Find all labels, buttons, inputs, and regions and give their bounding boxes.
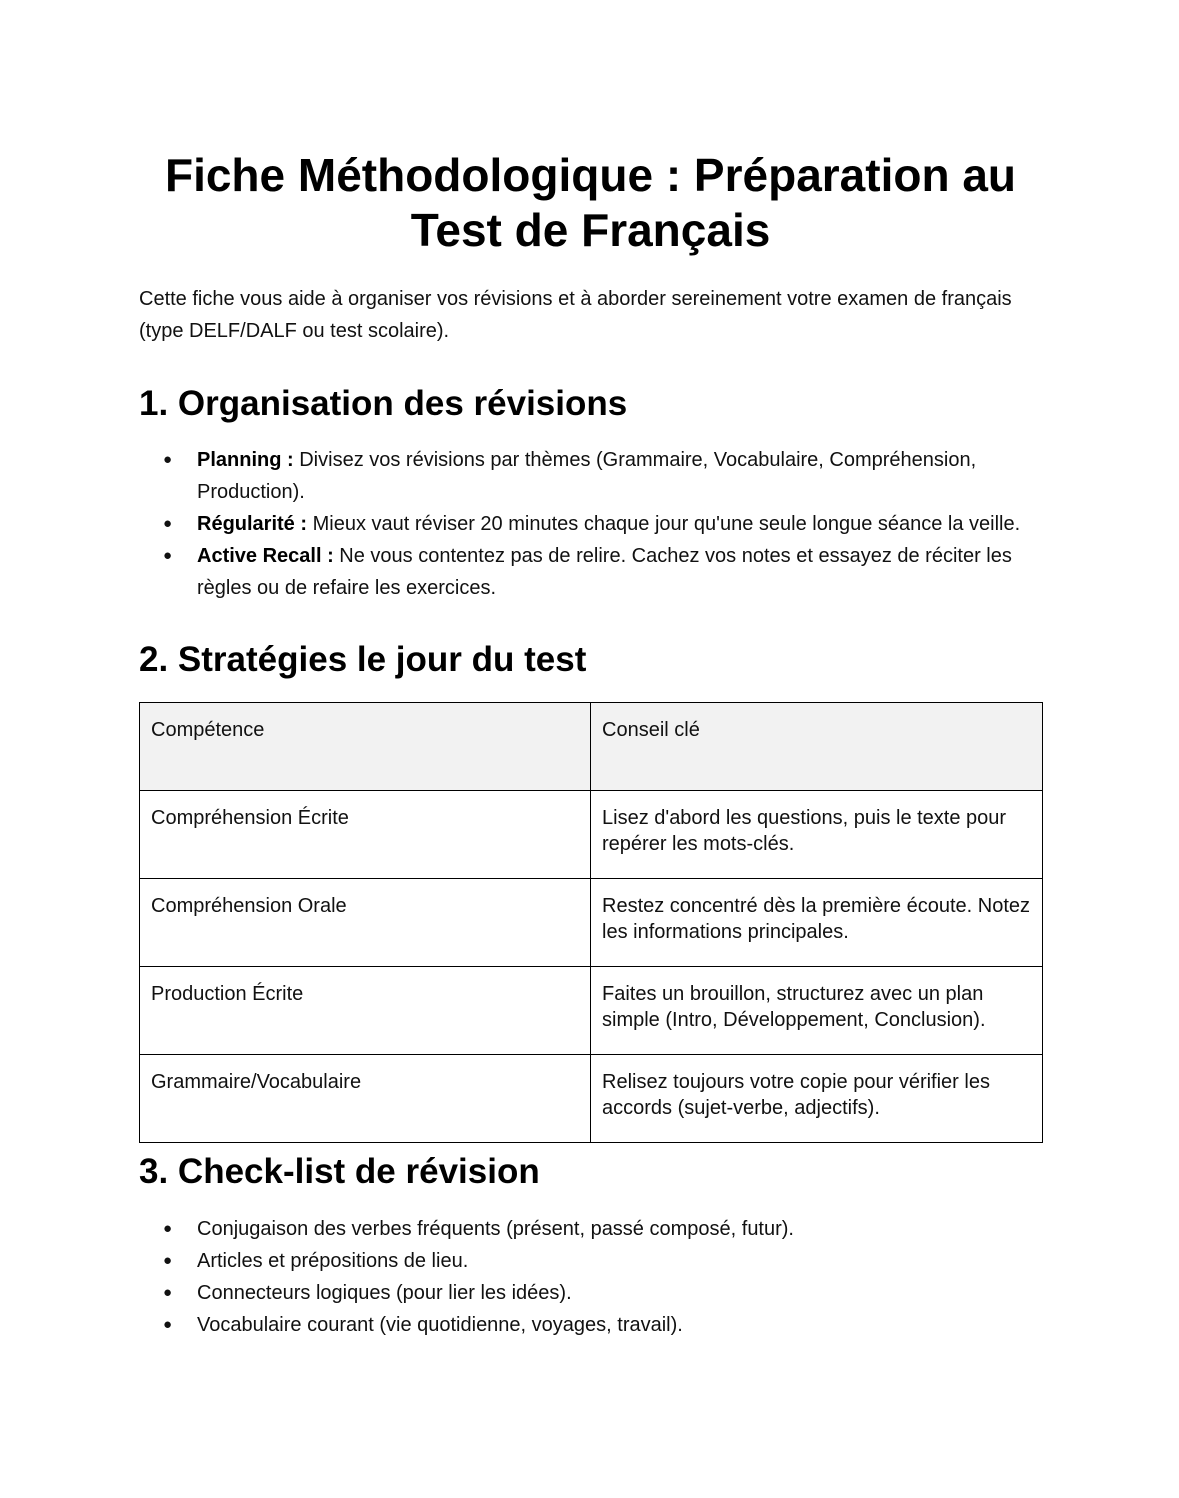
section-heading-strategies: 2. Stratégies le jour du test [139,640,587,679]
table-cell-conseil: Faites un brouillon, structurez avec un plan simple (Intro, Développement, Conclusion). [591,967,1043,1055]
list-item-text: Mieux vaut réviser 20 minutes chaque jour qu'une seule longue séance la veille. [312,513,1021,535]
document-title: Fiche Méthodologique : Préparation au Test de Français [164,149,1017,256]
table-cell-conseil: Lisez d'abord les questions, puis le texte pour repérer les mots-clés. [591,791,1043,879]
bullet-icon: ● [163,1252,173,1269]
checklist [139,1213,1042,1341]
bullet-icon: ● [163,451,173,468]
list-item [139,1309,1042,1341]
bullet-icon: ● [163,1220,173,1237]
list-item-text: Conjugaison des verbes fréquents (présent, passé composé, futur). [197,1218,794,1240]
bullet-icon: ● [163,547,173,564]
list-item-label: Active Recall : [197,545,334,567]
table-cell-competence: Compréhension Écrite [140,791,591,879]
table-row [140,791,1043,879]
table-row [140,1055,1043,1143]
list-item-text: Articles et prépositions de lieu. [197,1250,469,1272]
intro-paragraph: Cette fiche vous aide à organiser vos révisions et à aborder sereinement votre examen de français (type DELF/DALF ou test scolaire). [139,288,1012,342]
list-item [139,1245,1042,1277]
section-heading-organisation: 1. Organisation des révisions [139,384,628,423]
list-item-text: Ne vous contentez pas de relire. Cachez vos notes et essayez de réciter les règles ou de refaire les exercices. [197,545,1012,599]
list-item-label: Régularité : [197,513,308,535]
list-item [139,1213,1042,1245]
column-header-competence: Compétence [140,703,591,791]
bullet-icon: ● [163,515,173,532]
table-row [140,967,1043,1055]
list-item-text: Vocabulaire courant (vie quotidienne, voyages, travail). [197,1314,683,1336]
bullet-icon: ● [163,1284,173,1301]
organisation-list [139,444,1042,604]
bullet-icon: ● [163,1316,173,1333]
list-item-text: Connecteurs logiques (pour lier les idées). [197,1282,572,1304]
table-header-row [140,703,1043,791]
table-cell-competence: Grammaire/Vocabulaire [140,1055,591,1143]
strategies-table [139,702,1043,1143]
table-row [140,879,1043,967]
list-item-text: Divisez vos révisions par thèmes (Grammaire, Vocabulaire, Compréhension, Production). [197,449,977,503]
list-item-label: Planning : [197,449,294,471]
section-heading-checklist: 3. Check-list de révision [139,1152,540,1191]
table-cell-competence: Production Écrite [140,967,591,1055]
list-item [139,444,1042,508]
list-item [139,1277,1042,1309]
list-item [139,508,1042,540]
column-header-conseil: Conseil clé [591,703,1043,791]
table-cell-conseil: Relisez toujours votre copie pour vérifier les accords (sujet-verbe, adjectifs). [591,1055,1043,1143]
table-cell-conseil: Restez concentré dès la première écoute. Notez les informations principales. [591,879,1043,967]
document-page [139,148,1042,1341]
list-item [139,540,1042,604]
table-cell-competence: Compréhension Orale [140,879,591,967]
